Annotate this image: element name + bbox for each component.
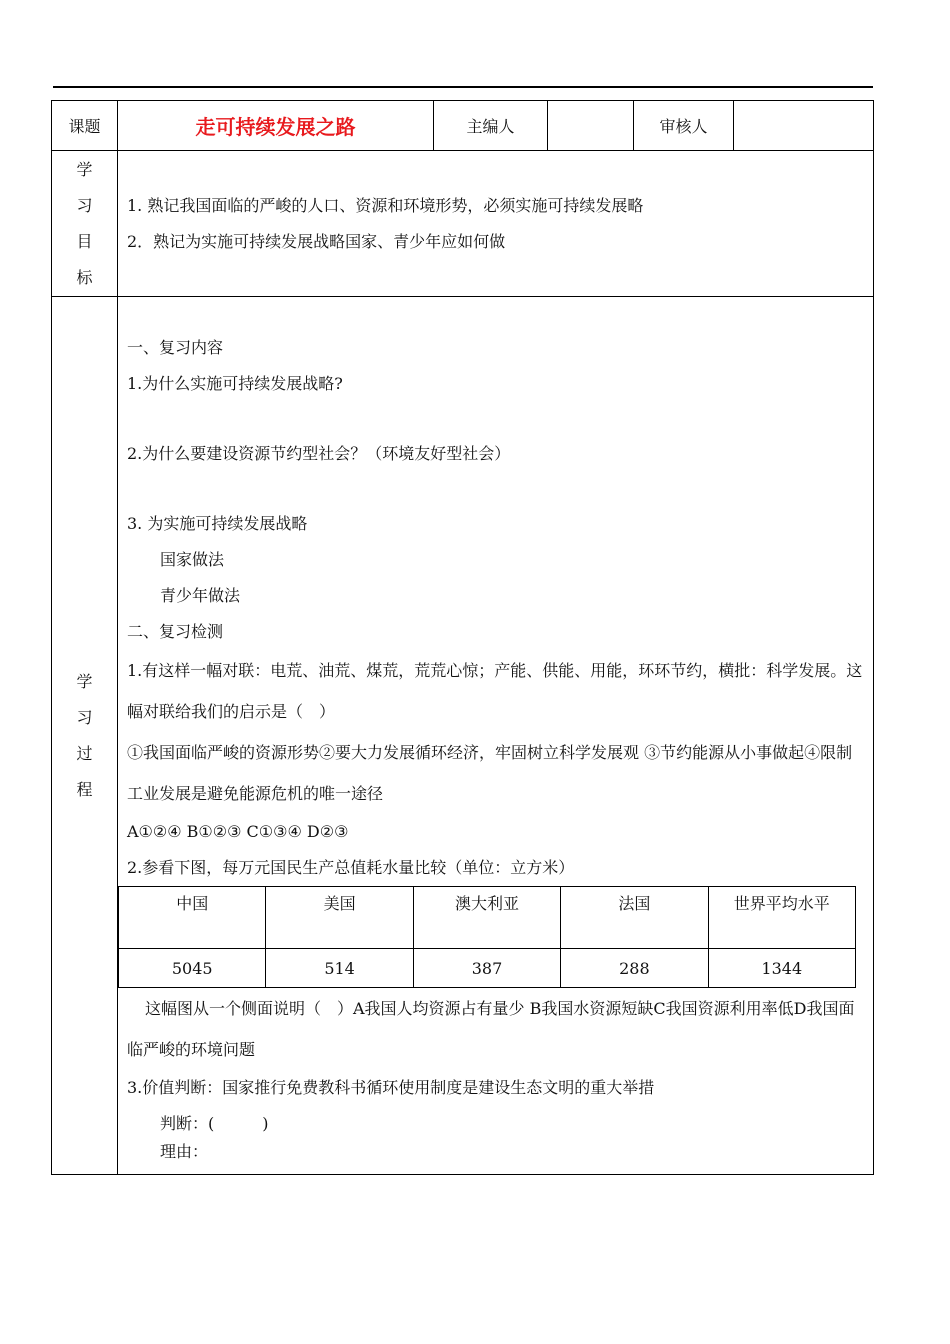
- table-value-row: [119, 949, 856, 988]
- header-rule: [53, 86, 873, 88]
- test-1-choices: A①②④ B①②③ C①③④ D②③: [127, 822, 349, 841]
- test-2-stem: 2.参看下图，每万元国民生产总值耗水量比较（单位：立方米）: [127, 858, 575, 877]
- table-header-cell: 美国: [266, 887, 413, 949]
- editor-label: 主编人: [434, 101, 548, 151]
- test-1-stem: 1.有这样一幅对联：电荒、油荒、煤荒，荒荒心惊；产能、供能、用能，环环节约，横批：科学发展。这幅对联给我们的启示是（ ）: [127, 661, 863, 721]
- objectives-label-char: 目: [76, 231, 93, 251]
- table-value-cell: 288: [561, 949, 708, 988]
- objectives-row: [52, 151, 874, 297]
- test-1-options: ①我国面临严峻的资源形势②要大力发展循环经济，牢固树立科学发展观 ③节约能源从小事做起④限制工业发展是避免能源危机的唯一途径: [127, 743, 853, 803]
- youth-measures-label: 青少年做法: [160, 586, 241, 605]
- table-header-row: [119, 887, 856, 949]
- water-consumption-table: [118, 886, 856, 988]
- table-header-cell: 世界平均水平: [708, 887, 855, 949]
- page-title: 走可持续发展之路: [118, 101, 434, 151]
- process-content: [118, 297, 874, 1175]
- table-value-cell: 514: [266, 949, 413, 988]
- test-heading: 二、复习检测: [127, 622, 224, 641]
- table-value-cell: 1344: [708, 949, 855, 988]
- objectives-label: [52, 151, 118, 297]
- objectives-content: [118, 151, 874, 297]
- process-label-char: 习: [76, 707, 93, 727]
- objectives-label-char: 习: [76, 195, 93, 215]
- judgement-line: 判断：( ): [160, 1114, 269, 1133]
- reason-line: 理由：: [160, 1142, 209, 1161]
- national-measures-label: 国家做法: [160, 550, 225, 569]
- study-plan-table: [51, 100, 874, 1175]
- table-header-cell: 中国: [119, 887, 266, 949]
- objective-item: 1. 熟记我国面临的严峻的人口、资源和环境形势，必须实施可持续发展略: [127, 195, 644, 215]
- process-label-char: 学: [76, 671, 93, 691]
- topic-label: 课题: [52, 101, 118, 151]
- process-label: [52, 297, 118, 1175]
- table-value-cell: 5045: [119, 949, 266, 988]
- test-3-stem: 3.价值判断：国家推行免费教科书循环使用制度是建设生态文明的重大举措: [127, 1078, 655, 1097]
- reviewer-label: 审核人: [634, 101, 734, 151]
- process-row: [52, 297, 874, 1175]
- process-label-char: 过: [76, 743, 93, 763]
- review-question-2: 2.为什么要建设资源节约型社会？（环境友好型社会）: [127, 444, 511, 463]
- table-header-cell: 法国: [561, 887, 708, 949]
- process-label-char: 程: [76, 779, 93, 799]
- review-question-3: 3. 为实施可持续发展战略: [127, 514, 308, 533]
- header-row: [52, 101, 874, 151]
- table-header-cell: 澳大利亚: [413, 887, 560, 949]
- reviewer-value: [734, 101, 874, 151]
- objectives-label-char: 学: [76, 159, 93, 179]
- objective-item: 2．熟记为实施可持续发展战略国家、青少年应如何做: [127, 231, 506, 251]
- table-value-cell: 387: [413, 949, 560, 988]
- test-2-question: 这幅图从一个侧面说明（ ）A我国人均资源占有量少 B我国水资源短缺C我国资源利用率低D我国面临严峻的环境问题: [127, 999, 855, 1059]
- editor-value: [548, 101, 634, 151]
- objectives-label-char: 标: [76, 267, 93, 287]
- review-question-1: 1.为什么实施可持续发展战略?: [127, 374, 343, 393]
- review-heading: 一、复习内容: [127, 338, 224, 357]
